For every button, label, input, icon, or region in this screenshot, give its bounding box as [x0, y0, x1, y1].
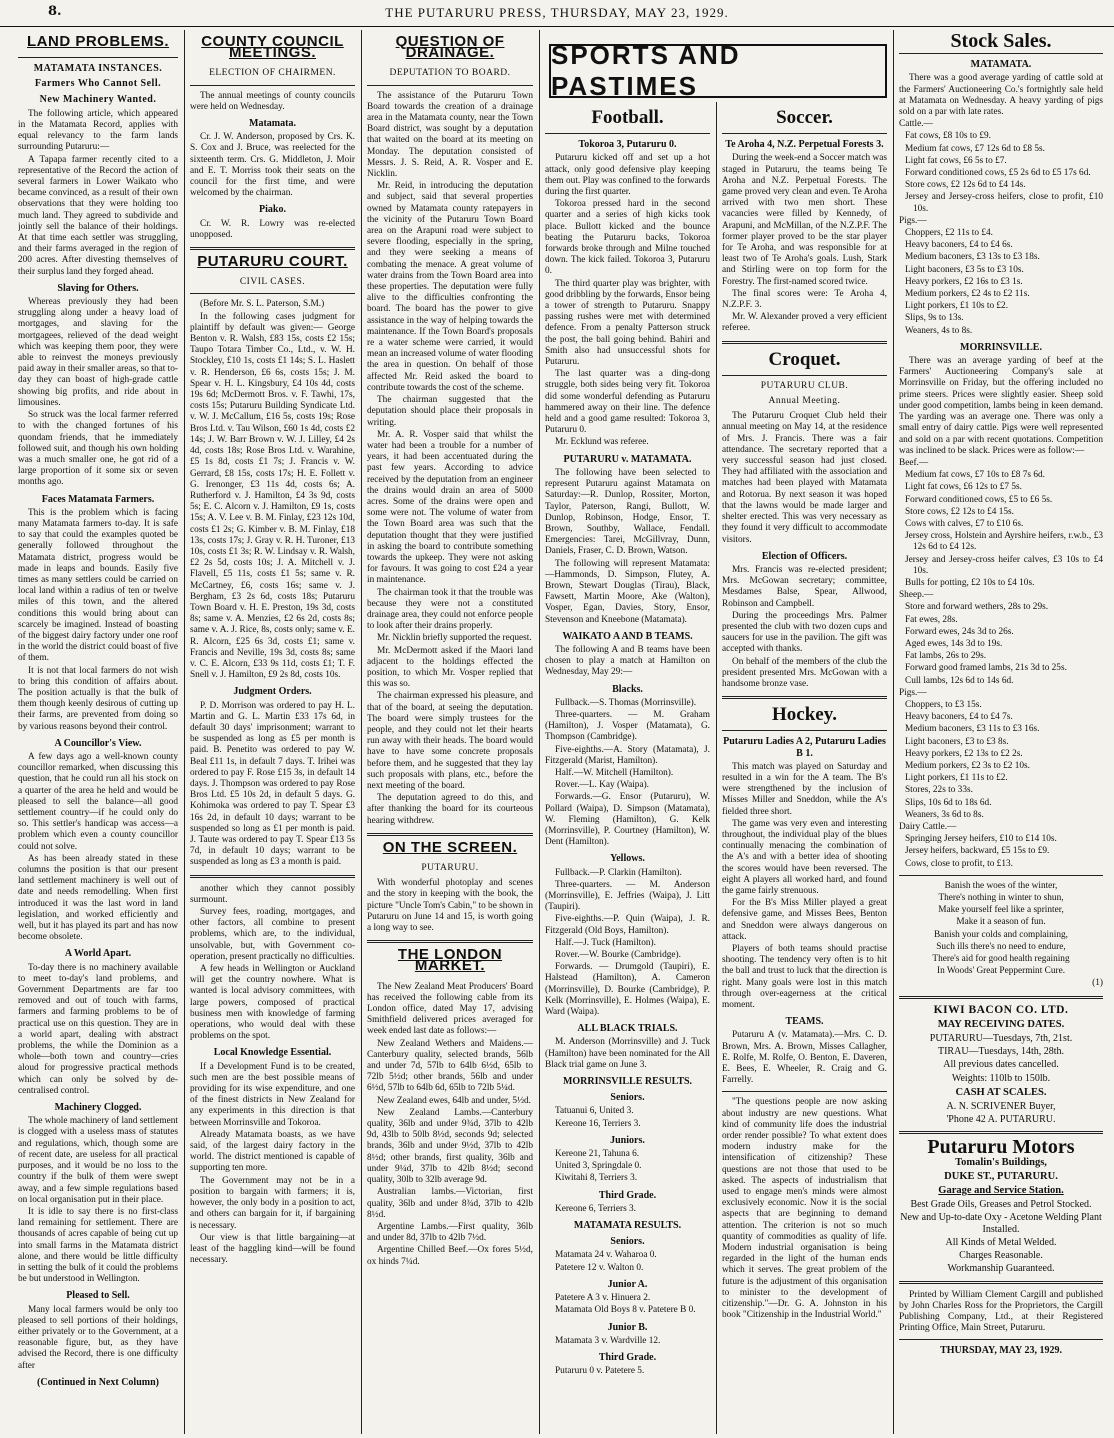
- verse-line: There's nothing in winter to shun,: [938, 893, 1064, 904]
- paragraph: Mr. Ecklund was referee.: [555, 437, 649, 448]
- headline-county-council: COUNTY COUNCIL MEETINGS.: [201, 33, 344, 62]
- paragraph: another which they cannot possibly surmount.: [190, 883, 355, 905]
- section-head: Machinery Clogged.: [54, 1102, 142, 1114]
- verse-line: There's aid for good health regaining: [932, 954, 1070, 965]
- paragraph: Already Matamata boasts, as we have said, of the largest dairy factory in the world. The district mentioned is capable of supporting ten more.: [190, 1129, 355, 1174]
- price-category: Cattle.—: [899, 119, 933, 130]
- paragraph: For the B's Miss Miller played a great defensive game, and Misses Bees, Benton and Sneddon were always dangerous on attack.: [722, 898, 887, 942]
- quotation: "The questions people are now asking about industry are new questions. What kind of community life does the industrial order render possible? To what extent does modern industry make for the intensification of citizenship? These questions are not those that used to be asked. The aspects of industrialism that used to engage men's minds were almost exclusively economic. Now it is the social aspects that are beginning to demand attention. The criterion is not so much quantity of commodities as quality of life. Modern industrial organisation is being regarded in the light of the human ends which it serves. The great problem of the future is the adjustment of this organisation to minister to the development of citizenship."—Dr. G. A. Johnston in his book "Citizenship in the Industrial World.": [722, 1097, 887, 1321]
- verse-line: Banish the woes of the winter,: [944, 880, 1058, 891]
- ad-line: All Kinds of Metal Welded.: [945, 1236, 1057, 1248]
- price-line: Medium porkers, £2 3s to £2 10s.: [905, 760, 1030, 771]
- imprint: Printed by William Clement Cargill and published by John Charles Ross for the Proprietors, the Cargill Publishing Company, Ltd., at their Registered Printing Office, Main Street, Putaruru.: [899, 1289, 1103, 1334]
- ad-line: Weights: 110lb to 150lb.: [951, 1072, 1051, 1084]
- price-line: Fat cows, £8 10s to £9.: [905, 131, 991, 142]
- headline-football: Football.: [591, 107, 664, 128]
- masthead: [0, 0, 1114, 27]
- paragraph: Rover.—L. Kay (Waipa).: [555, 780, 649, 791]
- section-head: Piako.: [259, 204, 286, 216]
- paragraph: Three-quarters. — M. Graham (Hamilton), J. Vosper (Matamata), G. Thompson (Cambridge).: [545, 709, 710, 743]
- price-category: Dairy Cattle.—: [899, 822, 957, 832]
- paragraph: The following will represent Matamata:—Hammonds, D. Simpson, Flutey, A. Brown, Stewart Douglas (Tirau), Black, Fawsett, Martin Moore, Ake (Walton), Vosper, Egan, Davies, Story, Ensor, Stevenson and Kneebone (Matamata).: [545, 558, 710, 625]
- column-rule: [539, 30, 540, 1434]
- headline-hockey: Hockey.: [772, 704, 837, 726]
- ad-line: Tomalin's Buildings,: [955, 1156, 1047, 1168]
- paragraph: A few heads in Wellington or Auckland will get the country nowhere. What is wanted is local advisory committees, with large powers, composed of practical business men with knowledge of farming operations, who would deal with these problems on the spot.: [190, 964, 355, 1042]
- paragraph: M. Anderson (Morrinsville) and J. Tuck (Hamilton) have been nominated for the All Black trial game on June 3.: [545, 1037, 710, 1070]
- price-category: Beef.—: [899, 457, 929, 468]
- paragraph: The whole machinery of land settlement is clogged with a useless mass of statutes and regulations, which, though some are of recent date, are useless for all practical purposes, and it would be no loss to the country if the bulk of them were swept away, and a few simple regulations based on local organisation put in their place.: [18, 1116, 178, 1205]
- verse-line: Make it a season of fun.: [956, 917, 1046, 928]
- price-line: Stores, 22s to 33s.: [905, 785, 973, 796]
- paragraph: Cr. W. R. Lowry was re-elected unopposed.: [190, 218, 355, 240]
- ad-line: 'Phone 42 A. PUTARURU.: [946, 1114, 1056, 1126]
- paragraph: The chairman expressed his pleasure, and that of the board, at seeing the deputation. The board were simply trustees for the people, and they could not let their hearts run away with their heads. The board would have to have some concrete proposals before them, and he suggested that they lay such proposals with plans, etc., before the next meeting of the board.: [367, 691, 533, 791]
- price-line: Light porkers, £1 10s to £2.: [905, 301, 1009, 312]
- paragraph: Australian lambs.—Victorian, first quality, 36lb and under 8¾d, 37lb to 42lb 8½d.: [367, 1187, 533, 1220]
- ad-line: PUTARURU—Tuesdays, 7th, 21st.: [929, 1033, 1073, 1045]
- result-line: Matamata 3 v. Wardville 12.: [555, 1335, 661, 1346]
- price-line: Weaners, 3s 6d to 8s.: [905, 809, 984, 820]
- headline-on-the-screen: ON THE SCREEN.: [382, 838, 518, 856]
- paragraph: The last quarter was a ding-dong struggle, both sides being very fit. Tokoroa did some wonderful defending as Putaruru hammered away on their line. The defence held and a good game resulted: Tokoroa 3, Putaruru 0.: [545, 369, 710, 436]
- price-line: Light baconers, £3 5s to £3 10s.: [905, 264, 1024, 275]
- price-line: Medium porkers, £2 4s to £2 11s.: [905, 289, 1030, 300]
- result-line: Kereone 21, Tahuna 6.: [555, 1149, 640, 1160]
- ad-line: DUKE ST., PUTARURU.: [944, 1170, 1058, 1182]
- paragraph: The Putaruru Croquet Club held their annual meeting on May 14, at the residence of Mrs. J. Francis. There was a fair attendance. The secretary reported that a very successful season had just closed. They had affiliated with the association and matches had been played with Matamata and Rotorua. By next season it was hoped that the lawns would be made larger and shelter erected. This was very necessary as they found it very difficult to accommodate visitors.: [722, 411, 887, 545]
- verse-line: Banish your colds and complaining,: [933, 929, 1068, 940]
- price-line: Forward conditioned cows, £5 to £6 5s.: [905, 494, 1053, 505]
- result-line: Patetere 12 v. Walton 0.: [555, 1262, 644, 1273]
- column-rule: [184, 30, 185, 1434]
- headline-drainage: QUESTION OF DRAINAGE.: [395, 33, 505, 62]
- paragraph: The final scores were: Te Aroha 4, N.Z.P.F. 3.: [722, 288, 887, 311]
- price-line: Cull lambs, 12s 6d to 14s 6d.: [905, 675, 1014, 686]
- column-soccer: [722, 102, 887, 1434]
- result-line: Matamata Old Boys 8 v. Patetere B 0.: [555, 1305, 696, 1316]
- result-line: Patetere A 3 v. Hinuera 2.: [555, 1293, 651, 1304]
- result-line: Kereone 6, Terriers 3.: [555, 1203, 637, 1214]
- price-line: Heavy baconers, £4 to £4 6s.: [905, 240, 1013, 251]
- grade-head: Third Grade.: [598, 1189, 657, 1201]
- ad-line: Garage and Service Station.: [938, 1185, 1064, 1197]
- ad-title: KIWI BACON CO. LTD.: [933, 1003, 1069, 1016]
- putaruru-motors-ad: [899, 1136, 1103, 1275]
- ad-line: Best Grade Oils, Greases and Petrol Stocked.: [910, 1199, 1092, 1211]
- price-line: Medium fat cows, £7 10s to £8 7s 6d.: [905, 470, 1045, 481]
- paragraph: There was a good average yarding of cattle sold at the Farmers' Auctioneering Co.'s fortnightly sale held at Matamata on Wednesday. A heavy yarding of pigs sold on a par with late rates.: [899, 73, 1103, 118]
- subhead: ELECTION OF CHAIRMEN.: [209, 68, 336, 79]
- paragraph: To-day there is no machinery available to meet to-day's land problems, and Government Departments are far too removed and out of touch with farms, farmers and farming problems to be of practical use on this question. They are in a world apart, dealing with abstract problems, the while the Dominion as a whole—both town and country—cries aloud for progressive practical methods which can only be solved by de-centralised control.: [18, 962, 178, 1096]
- price-list-cattle: [899, 119, 1103, 215]
- price-line: Jersey cross, Holstein and Ayrshire heifers, r.w.b., £3 12s 6d to £4 12s.: [905, 531, 1103, 553]
- paragraph: Our view is that little bargaining—at least of the haggling kind—will be found necessary.: [190, 1232, 355, 1266]
- paragraph: Mr. W. Alexander proved a very efficient referee.: [722, 312, 887, 334]
- verse-line: Make yourself feel like a sprinter,: [938, 905, 1064, 916]
- masthead-title: THE PUTARURU PRESS, THURSDAY, MAY 23, 1929.: [385, 5, 729, 20]
- paragraph: Putaruru kicked off and set up a hot attack, only good defensive play keeping them out. Play was confined to the forwards during the first quarter.: [545, 153, 710, 198]
- section-head: Blacks.: [612, 683, 643, 695]
- paragraph: This match was played on Saturday and resulted in a win for the A team. The B's were strengthened by the inclusion of Misses Miller and Sneddon, while the A's fielded three short.: [722, 761, 887, 817]
- price-category: Sheep.—: [899, 590, 934, 601]
- continued-note: (Continued in Next Column): [37, 1376, 159, 1388]
- paragraph: Half.—J. Tuck (Hamilton).: [555, 937, 656, 948]
- paragraph: Mr. A. R. Vosper said that whilst the water had been a trouble for a number of years, it had been accentuated during the past few years. According to advice received by the deputation from an engineer the drains would drain an area of 5000 acres. Some of the drains were open and some were not. The volume of water from the Town Board area was such that the deputation thought that they were justified in asking the board to contribute something towards the upkeep. They were not asking for favours. It was going to cost £24 a year in maintenance.: [367, 429, 533, 586]
- section-head: Putaruru Ladies A 2, Putaruru Ladies B 1.: [723, 736, 886, 759]
- grade-head: Junior B.: [607, 1321, 648, 1333]
- paragraph: Rover.—W. Bourke (Cambridge).: [555, 950, 681, 961]
- paragraph: During the proceedings Mrs. Palmer presented the club with two dozen cups and saucers for use in the pavilion. The gift was accepted with thanks.: [722, 610, 887, 655]
- paragraph: It is not that local farmers do not wish to bring this condition of affairs about. The position actually is that the bulk of them though keenly desirous of cutting up their farms, are prevented from doing so by various reasons beyond their control.: [18, 665, 178, 732]
- paragraph: The chairman took it that the trouble was because they were not a constituted drainage area, they could not enforce people to look after their drains properly.: [367, 587, 533, 632]
- paragraph: As has been already stated in these columns the position is that our present land settlement machinery is well out of date and needs remodelling. When first introduced it was the last word in land legislation, and worked efficiently and well, but it has played its part and has now become obsolete.: [18, 853, 178, 943]
- headline-croquet: Croquet.: [768, 348, 841, 370]
- paragraph: With wonderful photoplay and scenes and the story in keeping with the book, the picture "Uncle Tom's Cabin," to be shown in Putaruru on June 14 and 15, is worth going a long way to see.: [367, 878, 533, 934]
- section-head: TEAMS.: [785, 1016, 824, 1028]
- paragraph: New Zealand ewes, 64lb and under, 5½d.: [377, 1095, 532, 1106]
- verse-line: Such ills there's no need to endure,: [936, 941, 1066, 952]
- price-line: Choppers, £2 11s to £4.: [905, 228, 993, 239]
- price-line: Light fat cows, £6 5s to £7.: [905, 155, 1007, 166]
- paragraph: It is idle to say there is no first-class land remaining for settlement. There are thousands of acres capable of being cut up into small farms in the Matamata district alone, and there would be little difficulty in setting the bulk of it could the problems be but understood in Wellington.: [18, 1206, 178, 1285]
- price-line: Forward good framed lambs, 21s 3d to 25s.: [905, 663, 1067, 674]
- paragraph: This is the problem which is facing many Matamata farmers to-day. It is safe to say that could the examples quoted be generally followed throughout the Matamata district, progress would be made in leaps and bounds. Easily five times as many settlers could be carried on local land within a radius of ten or twelve miles of this town, and the altered conditions this would bring about can scarcely be imagined. Instead of boasting of the biggest dairy factory under one roof in the world the district could boast of five of them.: [18, 507, 178, 664]
- kiwi-bacon-ad: [899, 1005, 1103, 1126]
- section-head: Local Knowledge Essential.: [213, 1047, 332, 1059]
- paragraph: Putaruru A (v. Matamata).—Mrs. C. D. Brown, Mrs. A. Brown, Misses Callagher, E. Rolfe, M. Rolfe, O. Benton, E. Daveren, E. Bees, E. Wheeler, R. Craig and G. Farrelly.: [722, 1030, 887, 1086]
- result-line: Putaruru 0 v. Patetere 5.: [555, 1366, 645, 1377]
- paragraph: The following have been selected to represent Putaruru against Matamata on Saturday:—R. Dunlop, Rossiter, Morton, Taylor, Paterson, Rangi, Bullott, W. Dunlop, Robinson, Hodge, Ensor, T. Brown, Southby, Wallace, Fendall. Emergencies: Tarei, McGillvray, Dunn, Daniels, Fraser, C. D. Brown, Watson.: [545, 467, 710, 557]
- subhead: MATAMATA INSTANCES.: [33, 63, 163, 75]
- paragraph: There was an average yarding of beef at the Farmers' Auctioneering Company's sale at Morrinsville on Friday, but the offering included no prime steers. Prices were slightly easier. Sheep sold under good competition, lambs being in keen demand. The yarding was an average one. There was only a small entry of dairy cattle. Pigs were well represented and sold on a par with recent quotations. Competition was inclined to be slack. Prices were as follow:—: [899, 356, 1103, 456]
- sports-banner: SPORTS AND PASTIMES: [549, 44, 887, 98]
- price-line: Heavy porkers, £2 13s to £2 2s.: [905, 748, 1023, 759]
- price-line: Medium fat cows, £7 12s 6d to £8 5s.: [905, 143, 1045, 154]
- section-head: WAIKATO A AND B TEAMS.: [562, 630, 693, 642]
- ad-subtitle: MAY RECEIVING DATES.: [937, 1018, 1065, 1030]
- paragraph: Five-eighths.—P. Quin (Waipa), J. R. Fitzgerald (Old Boys, Hamilton).: [545, 914, 710, 936]
- paragraph: A few days ago a well-known county councillor remarked, when discussing this question, that he could run all his stock on a quarter of the area he held and would be pleased to sell the balance—all good settlement country—if he could only do so. This settler's handicap was access—a problem which even a county councillor could not solve.: [18, 751, 178, 852]
- result-line: United 3, Springdale 0.: [555, 1161, 642, 1172]
- section-head: MORRINSVILLE RESULTS.: [562, 1076, 693, 1088]
- paragraph: A Tapapa farmer recently cited to a representative of the Record the action of several farmers in Lower Waikato who became convinced, as a result of their own observations that they were holding too much land. They agreed to subdivide and jointly sell the balance of their holdings. At that time each settler was struggling, and their farms averaged in the region of 200 acres. After divesting themselves of their surplus land they forged ahead.: [18, 154, 178, 277]
- peppermint-verse: [899, 881, 1103, 978]
- price-line: Bulls for potting, £2 10s to £4 10s.: [905, 577, 1035, 588]
- paragraph: Tokoroa pressed hard in the second quarter and a series of high kicks took place. Bullott kicked and the bounce beating the Putaruru backs, Tokoroa forwards broke through and Milne touched down. The kick failed. Tokoroa 3, Putaruru 0.: [545, 199, 710, 277]
- paragraph: Cr. J. W. Anderson, proposed by Crs. K. S. Cox and J. Bruce, was reelected for the sixteenth term. Crs. G. Middleton, J. Moir and E. T. Morriss took their seats on the council for the first time, and were welcomed by the chairman.: [190, 132, 355, 199]
- page-number: 8.: [48, 4, 62, 19]
- price-category: Pigs.—: [899, 215, 927, 226]
- price-line: Springing Jersey heifers, £10 to £14 10s.: [905, 834, 1057, 845]
- paragraph: Argentine Lambs.—First quality, 36lb and under 8d, 37lb to 42lb 7½d.: [367, 1221, 533, 1244]
- headline-putaruru-court: PUTARURU COURT.: [197, 253, 348, 271]
- price-list-sheep: [899, 590, 1103, 687]
- price-list-pigs: [899, 688, 1103, 821]
- ad-line: A. N. SCRIVENER Buyer,: [946, 1101, 1056, 1113]
- subhead: PUTARURU CLUB.: [760, 380, 849, 391]
- price-line: Store and forward wethers, 28s to 29s.: [905, 602, 1049, 613]
- subhead: CIVIL CASES.: [239, 277, 306, 288]
- price-line: Light baconers, £3 to £3 8s.: [905, 736, 1009, 747]
- column-football: [545, 102, 710, 1434]
- section-head: MATAMATA RESULTS.: [573, 1220, 682, 1232]
- price-list-dairy: [899, 822, 1103, 870]
- price-line: Aged ewes, 14s 3d to 19s.: [905, 638, 1003, 649]
- section-head: A World Apart.: [64, 948, 132, 960]
- imprint-date: THURSDAY, MAY 23, 1929.: [940, 1345, 1062, 1357]
- price-list-beef: [899, 458, 1103, 589]
- headline-land-problems: LAND PROBLEMS.: [27, 33, 169, 50]
- paragraph: Five-eighths.—A. Story (Matamata), J. Fitzgerald (Marist, Hamilton).: [545, 744, 710, 766]
- column-rule: [361, 30, 362, 1434]
- paragraph: The third quarter play was brighter, with good dribbling by the forwards, Ensor being a tower of strength to Putaruru. Snappy passing rushes were met with determined defence. From a penalty Patterson struck the post, the ball going behind. Bahiri and Smith also had unsuccessful shots for Putaruru.: [545, 278, 710, 368]
- section-head: Slaving for Others.: [57, 282, 139, 294]
- price-line: Store cows, £2 12s 6d to £4 14s.: [905, 180, 1026, 191]
- price-line: Forward conditioned cows, £5 2s 6d to £5 17s 6d.: [905, 168, 1091, 179]
- paragraph: Many local farmers would be only too pleased to sell portions of their holdings, either privately or to the Government, at a reasonable figure, but, as they have advised the Record, there is one difficulty after: [18, 1304, 178, 1371]
- verse-line: In Woods' Great Peppermint Cure.: [936, 966, 1066, 977]
- paragraph: Mrs. Francis was re-elected president; Mrs. McGowan secretary; committee, Mesdames Balse, Spear, Allwood, Robinson and Campbell.: [722, 564, 887, 609]
- column-stock-sales: [899, 30, 1103, 1434]
- subhead: Annual Meeting.: [768, 396, 841, 407]
- column-rule: [893, 30, 894, 1434]
- paragraph: P. D. Morrison was ordered to pay H. L. Martin and G. L. Martin £33 17s 6d, in default 30 days' imprisonment; warrant to be suspended as long as £5 per month is paid. B. Penetito was ordered to pay W. Beal £11 1s, in default 7 days. T. Irihei was ordered to pay F. Rose £15 3s, in default 14 days. J. Thompson was ordered to pay Rose Bros Ltd. £5 10s 2d, in default 5 days. G. Kohimoka was ordered to pay T. Spear £3 16s 2d, in default 10 days; warrant to be suspended so long as £1 per month is paid. J. Taute was ordered to pay T. Spear £13 5s 7d, in default 10 days; warrant to be suspended as long as £3 a month is paid.: [190, 700, 355, 868]
- ad-line: Workmanship Guaranteed.: [947, 1263, 1055, 1275]
- paragraph: Forwards. — Drumgold (Taupiri), E. Halstead (Hamilton), A. Cameron (Morrinsville), D. Bourke (Cambridge), P. Kelk (Morrinsville), E. Holmes (Waipa), E. Ward (Waipa).: [545, 962, 710, 1018]
- paragraph: Players of both teams should practise shooting. The tendency very often is to hit the ball and trust to luck that the direction is right. Many goals were lost in this match through over-eagerness at the critical moment.: [722, 944, 887, 1011]
- grade-head: Juniors.: [610, 1134, 645, 1146]
- subhead: New Machinery Wanted.: [39, 93, 157, 105]
- result-line: Matamata 24 v. Waharoa 0.: [555, 1250, 657, 1261]
- section-head: Faces Matamata Farmers.: [41, 493, 155, 505]
- ad-line: All previous dates cancelled.: [943, 1059, 1059, 1071]
- paragraph: The deputation agreed to do this, and after thanking the board for its courteous hearing withdrew.: [367, 793, 533, 826]
- price-category: Pigs.—: [899, 687, 927, 698]
- paragraph: Three-quarters. — M. Anderson (Morrinsville), E. Jeffries (Waipa), J. Litt (Taupiri).: [545, 879, 710, 913]
- section-head: ALL BLACK TRIALS.: [577, 1023, 678, 1035]
- price-line: Heavy porkers, £2 16s to £3 1s.: [905, 276, 1023, 287]
- price-line: Slips, 10s 6d to 18s 6d.: [905, 797, 992, 808]
- grade-head: Third Grade.: [598, 1351, 657, 1363]
- price-line: Medium baconers, £3 11s to £3 16s.: [905, 724, 1040, 735]
- section-head: MATAMATA.: [970, 59, 1032, 71]
- paragraph: The Government may not be in a position to bargain with farmers; it is, however, the only body in a position to act, and others can bargain for it, if bargaining is necessary.: [190, 1175, 355, 1231]
- section-head: Te Aroha 4, N.Z. Perpetual Forests 3.: [725, 139, 884, 151]
- paragraph: Survey fees, roading, mortgages, and other factors, all combine to present problems, which are, to the individual, unsolvable, but, with Government co-operation, present practically no difficulties.: [190, 907, 355, 962]
- section-head: MORRINSVILLE.: [960, 341, 1042, 353]
- paragraph: The New Zealand Meat Producers' Board has received the following cable from its London office, dated May 17, advising Smithfield delivered prices averaged for week ended last date as follows:—: [367, 981, 533, 1037]
- price-line: Fat lambs, 26s to 29s.: [905, 651, 987, 662]
- column-county-council: [190, 30, 355, 1434]
- paragraph: Forwards.—G. Ensor (Putaruru), W. Pollard (Waipa), D. Simpson (Matamata), W. Fleming (Hamilton), G. Kelk (Morrinsville), P. Courtney (Hamilton), W. Dent (Hamilton).: [545, 792, 710, 848]
- ad-title: Putaruru Motors: [927, 1136, 1075, 1159]
- paragraph: If a Development Fund is to be created, such men are the best possible means of providing for its wise expenditure, and one of the finest districts in New Zealand for any experiments in this direction is that between Morrinsville and Tokoroa.: [190, 1061, 355, 1128]
- price-line: Fat ewes, 28s.: [905, 614, 958, 625]
- subhead: Farmers Who Cannot Sell.: [34, 78, 162, 90]
- paragraph: (Before Mr. S. L. Paterson, S.M.): [200, 299, 325, 310]
- section-head: PUTARURU v. MATAMATA.: [563, 453, 692, 465]
- verse-number: (1): [1092, 978, 1103, 989]
- headline-stock-sales: Stock Sales.: [950, 30, 1052, 52]
- headline-london-market: THE LONDON MARKET.: [397, 946, 503, 975]
- price-line: Light fat cows, £6 12s to £7 5s.: [905, 482, 1022, 493]
- ad-line: Charges Reasonable.: [959, 1250, 1043, 1262]
- price-line: Weaners, 4s to 8s.: [905, 325, 973, 336]
- price-line: Jersey and Jersey-cross heifers, close to profit, £10 10s.: [905, 192, 1103, 214]
- section-head: A Councillor's View.: [54, 737, 142, 749]
- price-line: Choppers, to £3 15s.: [905, 699, 982, 710]
- paragraph: New Zealand Wethers and Maidens.—Canterbury quality, selected brands, 56lb and under 7d, 57lb to 64lb 6½d, 65lb to 72lb 5½d; other brands, 56lb and under 6½d, 57lb to 64lb 6d, 65lb to 72lb 5¼d.: [367, 1038, 533, 1094]
- section-head: Matamata.: [249, 118, 296, 130]
- price-line: Medium baconers, £3 13s to £3 18s.: [905, 252, 1040, 263]
- headline-soccer: Soccer.: [776, 107, 833, 128]
- grade-head: Seniors.: [610, 1092, 645, 1104]
- paragraph: The following A and B teams have been chosen to play a match at Hamilton on Wednesday, May 29:—: [545, 644, 710, 678]
- subhead: PUTARURU.: [421, 863, 479, 874]
- ad-line: New and Up-to-date Oxy - Acetone Welding Plant Installed.: [900, 1212, 1102, 1235]
- result-line: Kereone 16, Terriers 3.: [555, 1118, 641, 1129]
- section-head: Tokoroa 3, Putaruru 0.: [578, 139, 677, 151]
- paragraph: Mr. McDermott asked if the Maori land adjacent to the holdings effected the position, to which Mr. Vosper replied that this was so.: [367, 645, 533, 690]
- paragraph: Fullback.—S. Thomas (Morrinsville).: [555, 697, 697, 708]
- column-drainage: [367, 30, 533, 1434]
- paragraph: Argentine Chilled Beef.—Ox fores 5½d, ox hinds 7¼d.: [367, 1245, 533, 1267]
- price-line: Heavy baconers, £4 to £4 7s.: [905, 712, 1013, 723]
- section-head: Pleased to Sell.: [66, 1290, 130, 1302]
- ad-line: TIRAU—Tuesdays, 14th, 28th.: [937, 1046, 1065, 1058]
- grade-head: Junior A.: [607, 1278, 648, 1290]
- paragraph: Mr. Nicklin briefly supported the request.: [377, 633, 532, 644]
- column-land-problems: [18, 30, 178, 1434]
- price-list-pigs: [899, 216, 1103, 337]
- paragraph: So struck was the local farmer referred to with the changed fortunes of his quondam friends, that he immediately followed suit, and though his own holding was a much smaller one, he got rid of a large proportion of it some six or seven months ago.: [18, 410, 178, 488]
- price-line: Jersey and Jersey-cross heifer calves, £3 10s to £4 10s.: [905, 554, 1103, 576]
- price-line: Cows with calves, £7 to £10 6s.: [905, 518, 1024, 529]
- paragraph: New Zealand Lambs.—Canterbury quality, 36lb and under 9¾d, 37lb to 42lb 9d, 43lb to 50lb 8½d, seconds 9d; selected brands, 36lb and under 9½d, 37lb to 42lb 8½d; other brands, first quality, 36lb and under 9¼d, 37lb to 42lb 8½d; second quality, 30lb to 32lb average 9d.: [367, 1107, 533, 1186]
- column-rule: [716, 102, 717, 1434]
- paragraph: Fullback.—P. Clarkin (Hamilton).: [555, 867, 682, 878]
- section-head: Yellows.: [610, 853, 645, 865]
- paragraph: The game was very even and interesting throughout, the individual play of the blues continually menacing the combination of the A's and with a better idea of shooting the scores would have been reversed. The eight A players all worked hard, and found the game fairly strenuous.: [722, 818, 887, 896]
- paragraph: On behalf of the members of the club the president presented Mrs. McGowan with a handsome bronze vase.: [722, 656, 887, 689]
- paragraph: During the week-end a Soccer match was staged in Putaruru, the teams being Te Aroha and N.Z. Perpetual Forests. The game proved very clean and even. Te Aroha arrived with two men short. These vacancies were filled by Kennedy, of Arapuni, and McMillan, of the N.Z.P.F. The former player proved to be the star player for Te Aroha, and was responsible for at least two of Te Aroha's goals. Lush, Stark and Stirling were on top form for the Forestry. The first-named scored twice.: [722, 153, 887, 287]
- section-head: Election of Officers.: [761, 550, 848, 562]
- paragraph: The following article, which appeared in the Matamata Record, applies with equal relevancy to the farm lands surrounding Putaruru:—: [18, 108, 178, 153]
- paragraph: The annual meetings of county councils were held on Wednesday.: [190, 90, 355, 112]
- section-head: Judgment Orders.: [233, 686, 312, 698]
- result-line: Tatuanui 6, United 3.: [555, 1106, 634, 1117]
- paragraph: The chairman suggested that the deputation should place their proposals in writing.: [367, 395, 533, 428]
- price-line: Store cows, £2 12s to £4 15s.: [905, 506, 1014, 517]
- price-line: Cows, close to profit, to £13.: [905, 858, 1013, 869]
- paragraph: In the following cases judgment for plaintiff by default was given:— George Benton v. R. Walsh, £83 15s, costs £2 15s; Taupo Totara Timber Co., Ltd., v. W. H. Stockley, £10 1s, costs £1 14s; S. L. Haslett v. R. Henderson, £6 6s, costs 15s; J. M. Spear v. H. L. Kingsbury, £4 10s 4d, costs 19s 6d; McDermott Bros. v. F. Tawhi, 17s, costs 15s; Putaruru Building Syndicate Ltd. v. W. J. McCallum, £16 5s, costs 19s; Rose Bros Ltd. v. Tau Wilson, £60 1s 4d, costs £2 14s; J. W. Barr Brown v. W. J. Lilley, £4 2s 4d, costs 18s; Rose Bros Ltd. v. Warahine, £5 1s 8d, costs £1 7s; J. Francis v. W. Gerrard, £8 15s, costs 17s; H. E. Follett v. G. Irenonger, £3 11s 4d, costs 6s; A. Rutherford v. J. Hamilton, £4 3s 9d, costs 5s; E. C. Alcorn v. J. Hamilton, £9 1s, costs 15s; A. V. Lee v. B. M. Finlay, £23 12s 10d, costs £1 2s; G. Kimber v. B. M. Finlay, £18 13s, costs 17s; J. Gray v. R. H. Turoner, £13 10s, costs £1 3s; R. W. Lindsay v. R. Walsh, £2 2s 5d, costs 10s; J. A. Mitchell v. J. Flavell, £5 11s, costs £1 5s; same v. R. McCartney, £6, costs 16s; same v. J. Bergham, £3 2s 6d, costs 18s; Putaruru Town Board v. H. E. Preston, 19s 3d, costs 8s; same v. A. Menzies, £2 6s 2d, costs 8s; same v. A. J. Rice, 8s, costs only; same v. E. R. Alcorn, £25 6s 3d, costs £1; same v. Francis and Neville, 19s 3d, costs 8s; same v. C. E. Alcorn, £33 9s 11d, costs £1; T. F. Snell v. J. Hamilton, £9 2s 8d, costs 10s.: [190, 311, 355, 681]
- price-line: Jersey heifers, backward, £5 15s to £9.: [905, 846, 1050, 857]
- paragraph: Half.—W. Mitchell (Hamilton).: [555, 767, 674, 778]
- paragraph: Mr. Reid, in introducing the deputation and subject, said that several properties owned by Matamata county ratepayers in the vicinity of the Putaruru Town Board area on the Arapuni road were subject to severe flooding, especially in the spring, and they were seeking a means of combating the menace. A great volume of water drains from the Town Board area into these properties. The deputation were fully alive to the difficulties confronting the board. The board has the power to give assistance in the way of helping towards the maintenance. If the Town Board's proposals re a water scheme were carried, it would mean an increased volume of water flooding the area in question. On behalf of those affected Mr. Reid asked the board to contribute towards the cost of the scheme.: [367, 181, 533, 393]
- price-line: Forward ewes, 24s 3d to 26s.: [905, 626, 1014, 637]
- ad-line: CASH AT SCALES.: [955, 1086, 1047, 1098]
- price-line: Light porkers, £1 11s to £2.: [905, 773, 1008, 784]
- grade-head: Seniors.: [610, 1236, 645, 1248]
- paragraph: Whereas previously they had been struggling along under a heavy load of mortgages, and slaving for the mortgagees, relieved of the dead weight which was keeping them poor, they were able to reinvest the moneys previously paid away in their smaller areas, so that to-day they can boast of high-grade cattle showing big profits, and ride about in limousines.: [18, 297, 178, 408]
- paragraph: The assistance of the Putaruru Town Board towards the creation of a drainage area in the Matamata county, near the Town Board district, was sought by a deputation that waited on the board at its meeting on Monday. The deputation consisted of Messrs. J. S. Reid, A. R. Vosper and E. Nicklin.: [367, 90, 533, 180]
- subhead: DEPUTATION TO BOARD.: [389, 68, 511, 79]
- result-line: Kiwitahi 8, Terriers 3.: [555, 1173, 638, 1184]
- price-line: Slips, 9s to 13s.: [905, 313, 964, 324]
